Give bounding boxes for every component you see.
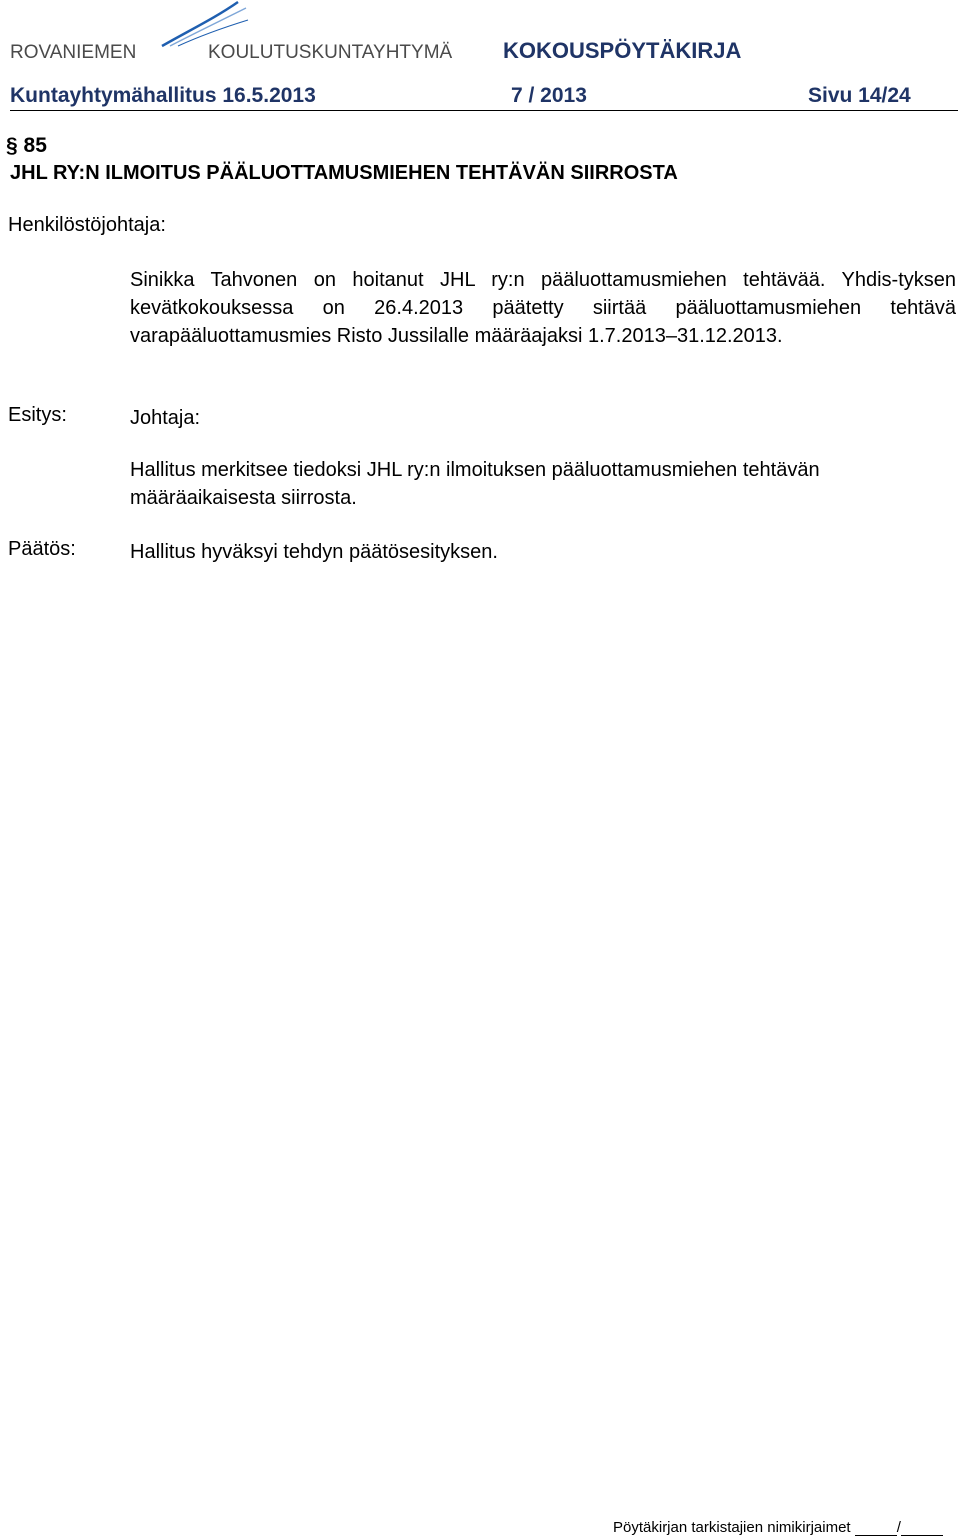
- footer-separator: /: [896, 1519, 901, 1536]
- document-type: KOKOUSPÖYTÄKIRJA: [503, 38, 742, 63]
- footer-initials: [613, 1519, 943, 1536]
- initials-line-1: [855, 1521, 897, 1536]
- background-paragraph: Sinikka Tahvonen on hoitanut JHL ry:n pääluottamusmiehen tehtävää. Yhdis-tyksen kevätkokouksessa on 26.4.2013 päätetty siirtää pääluottamusmiehen tehtävä varapääluottamusmies Risto Jussilalle määräajaksi 1.7.2013–31.12.2013.: [130, 269, 956, 347]
- logo-text-right: KOULUTUSKUNTAYHTYMÄ: [208, 42, 453, 63]
- page-number: Sivu 14/24: [808, 84, 911, 107]
- proposal-paragraph: Hallitus merkitsee tiedoksi JHL ry:n ilmoituksen pääluottamusmiehen tehtävän määräaikaisesta siirrosta.: [130, 459, 820, 509]
- header-divider: [10, 110, 958, 111]
- meeting-number: 7 / 2013: [511, 84, 587, 107]
- decision-label: Päätös:: [8, 538, 76, 560]
- proposal-label: Esitys:: [8, 404, 67, 426]
- presenter-label: Henkilöstöjohtaja:: [8, 214, 166, 236]
- section-title: JHL RY:N ILMOITUS PÄÄLUOTTAMUSMIEHEN TEHTÄVÄN SIIRROSTA: [10, 162, 678, 184]
- section-number: § 85: [6, 134, 47, 157]
- decision-paragraph: Hallitus hyväksyi tehdyn päätösesityksen.: [130, 541, 498, 563]
- meeting-board-date: Kuntayhtymähallitus 16.5.2013: [10, 84, 316, 107]
- logo-text-left: ROVANIEMEN: [10, 42, 137, 63]
- footer-text: Pöytäkirjan tarkistajien nimikirjaimet: [613, 1519, 851, 1536]
- logo-swoosh-icon: [160, 0, 250, 48]
- initials-line-2: [901, 1521, 943, 1536]
- proposer-name: Johtaja:: [130, 407, 201, 429]
